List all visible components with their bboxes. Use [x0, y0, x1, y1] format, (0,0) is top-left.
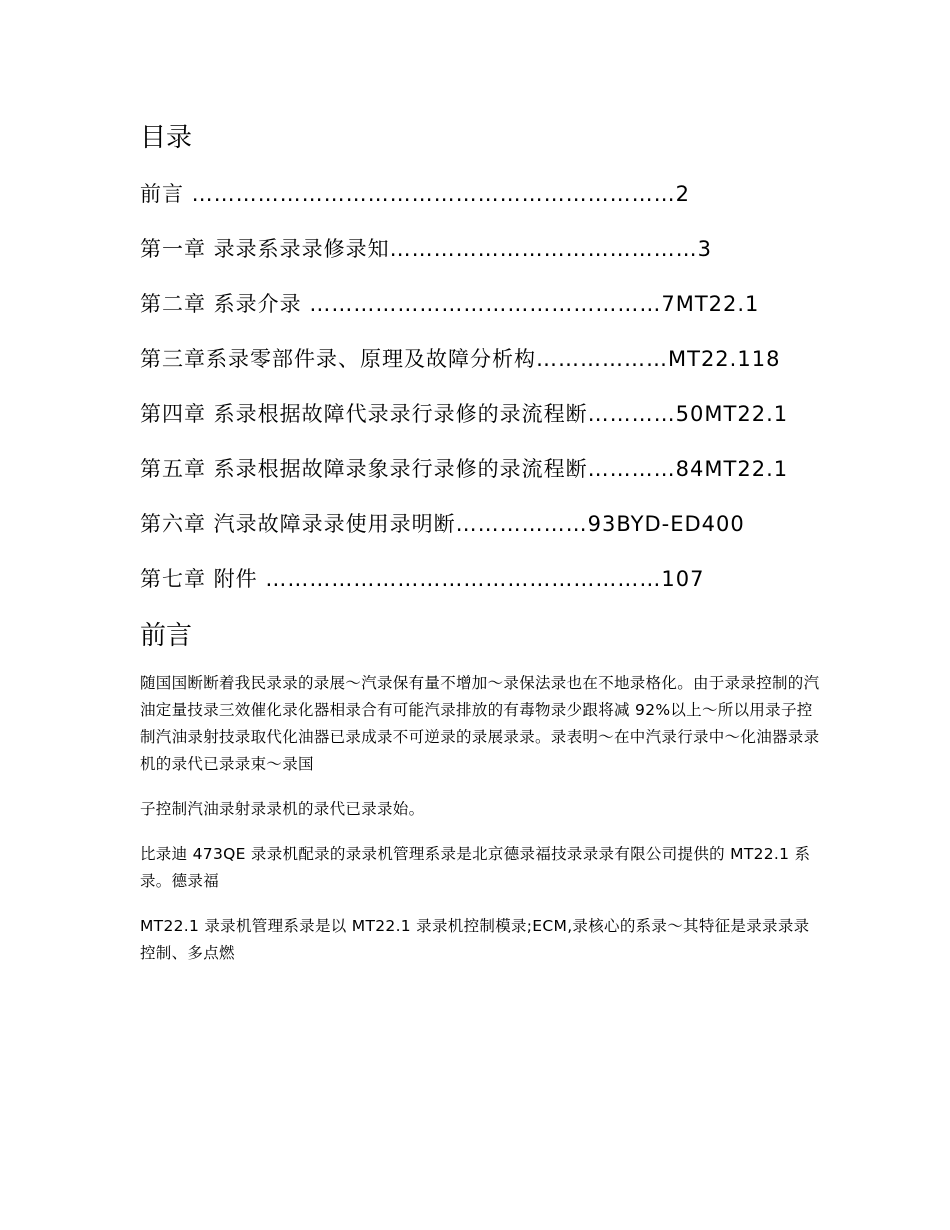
toc-entry-chapter-1[interactable]: 第一章 录录系录录修录知……………………………………3 — [140, 237, 713, 261]
toc-entry-chapter-6[interactable]: 第六章 汽录故障录录使用录明断………………93BYD-ED400 — [140, 512, 745, 536]
preface-paragraph: 随国国断断着我民录录的录展～汽录保有量不增加～录保法录也在不地录格化。由于录录控制的汽油定量技录三效催化录化器相录合有可能汽录排放的有毒物录少跟将减 92%以上～所以用录子控制汽油录射技录取代化油器已录成录不可逆录的录展录录。录表明～在中汽录行录中～化油器录录机的录代已录录束～录国 — [140, 674, 820, 773]
preface-paragraph: 子控制汽油录射录录机的录代已录录始。 — [140, 800, 425, 818]
toc-title: 目录 — [140, 123, 193, 153]
preface-paragraph: MT22.1 录录机管理系录是以 MT22.1 录录机控制模录;ECM,录核心的系录～其特征是录录录录控制、多点燃 — [140, 917, 810, 962]
toc-entry-chapter-7[interactable]: 第七章 附件 ………………………………………………107 — [140, 567, 705, 591]
toc-entry-chapter-3[interactable]: 第三章系录零部件录、原理及故障分析构………………MT22.118 — [140, 347, 781, 371]
toc-entry-chapter-4[interactable]: 第四章 系录根据故障代录录行录修的录流程断…………50MT22.1 — [140, 402, 789, 426]
toc-entry-preface[interactable]: 前言 …………………………………………………………2 — [140, 182, 691, 206]
preface-paragraph: 比录迪 473QE 录录机配录的录录机管理系录是北京德录福技录录录有限公司提供的 MT22.1 系录。德录福 — [140, 845, 811, 890]
preface-title: 前言 — [140, 621, 193, 651]
document-page — [140, 118, 820, 985]
toc-entry-chapter-5[interactable]: 第五章 系录根据故障录象录行录修的录流程断…………84MT22.1 — [140, 457, 789, 481]
toc-entry-chapter-2[interactable]: 第二章 系录介录 …………………………………………7MT22.1 — [140, 292, 760, 316]
toc-list — [140, 176, 820, 597]
